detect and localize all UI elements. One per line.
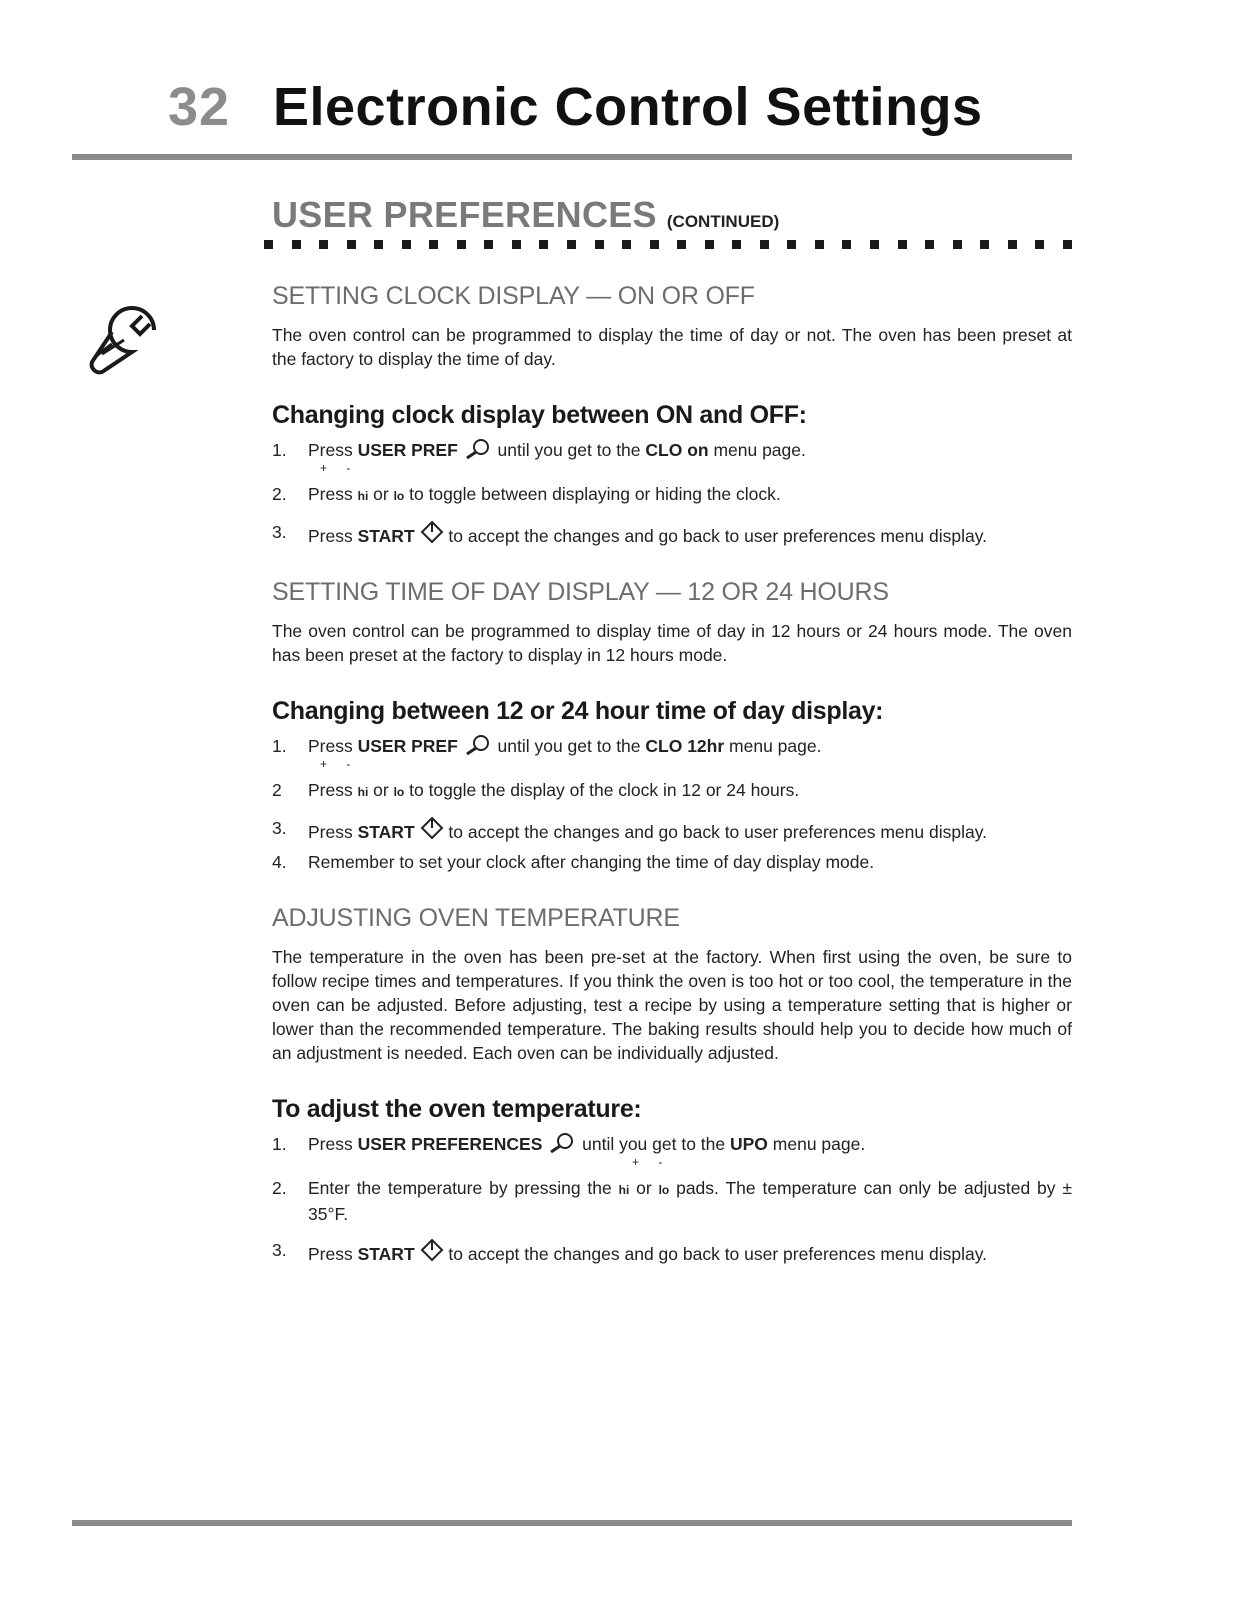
wrench-icon <box>463 734 493 756</box>
oven-temp-subheading: To adjust the oven temperature: <box>272 1095 642 1123</box>
clock-display-intro: The oven control can be programmed to display the time of day or not. The oven has been preset at the factory to display the time of day. <box>272 325 1072 369</box>
plus-minus-marks: + - <box>320 757 359 771</box>
footer-rule <box>72 1520 1072 1526</box>
time-display-heading: SETTING TIME OF DAY DISPLAY — 12 OR 24 HOURS <box>272 578 889 606</box>
page-title: Electronic Control Settings <box>273 77 983 137</box>
wrench-icon <box>547 1132 577 1154</box>
list-item: 1. Press USER PREF until you get to the CLO 12hr menu page. <box>272 736 822 756</box>
oven-temp-steps <box>272 1132 1072 1266</box>
clo-on-label: CLO on <box>645 440 709 460</box>
page-header <box>168 76 983 146</box>
hi-key: hi <box>618 1183 630 1197</box>
page-number: 32 <box>168 77 231 137</box>
list-item: 1. Press USER PREF until you get to the CLO on menu page. <box>272 440 806 460</box>
plus-minus-marks: + - <box>320 461 359 475</box>
hi-key: hi <box>357 785 369 799</box>
oven-temp-intro: The temperature in the oven has been pre-set at the factory. When first using the oven, be sure to follow recipe times and temperatures. If you think the oven is too hot or too cool, the temperature in the oven can be adjusted. Before adjusting, test a recipe by using a temperature setting that is higher or lower than the recommended temperature. The baking results should help you to decide how much of an adjustment is needed. Each oven can be individually adjusted. <box>272 947 1072 1063</box>
user-preferences-key: USER PREFERENCES <box>357 1134 543 1154</box>
lo-key: lo <box>658 1183 670 1197</box>
wrench-icon <box>463 438 493 460</box>
start-icon <box>420 520 444 544</box>
start-key: START <box>357 526 415 546</box>
start-key: START <box>357 1244 415 1264</box>
user-pref-key: USER PREF <box>357 440 458 460</box>
list-item: 3. Press START to accept the changes and go back to user preferences menu display. <box>272 522 988 546</box>
start-icon <box>420 816 444 840</box>
clock-display-steps <box>272 438 1072 548</box>
time-display-intro: The oven control can be programmed to display time of day in 12 hours or 24 hours mode. The oven has been preset at the factory to display in 12 hours mode. <box>272 621 1072 665</box>
section-subtitle: (CONTINUED) <box>666 212 780 231</box>
list-item: 2 Press hi or lo to toggle the display of the clock in 12 or 24 hours. <box>272 780 800 800</box>
main-content <box>272 282 1072 1266</box>
list-item: 2. Enter the temperature by pressing the hi or lo pads. The temperature can only be adjusted by ± 35°F. <box>272 1178 1072 1224</box>
lo-key: lo <box>393 785 405 799</box>
time-display-steps <box>272 734 1072 874</box>
hi-key: hi <box>357 489 369 503</box>
upo-label: UPO <box>730 1134 768 1154</box>
user-pref-wrench-icon <box>84 300 174 378</box>
section-title: USER PREFERENCES <box>272 194 657 235</box>
list-item: 1. Press USER PREFERENCES until you get to the UPO menu page. <box>272 1134 866 1154</box>
plus-minus-marks: + - <box>632 1155 671 1169</box>
dotted-divider <box>264 240 1072 249</box>
clo-12hr-label: CLO 12hr <box>645 736 725 756</box>
user-pref-key: USER PREF <box>357 736 458 756</box>
section-heading <box>272 194 779 236</box>
list-item: 3. Press START to accept the changes and go back to user preferences menu display. <box>272 1240 988 1264</box>
list-item: 3. Press START to accept the changes and go back to user preferences menu display. <box>272 818 988 842</box>
start-key: START <box>357 822 415 842</box>
time-display-subheading: Changing between 12 or 24 hour time of day display: <box>272 697 884 725</box>
lo-key: lo <box>393 489 405 503</box>
clock-display-heading: SETTING CLOCK DISPLAY — ON OR OFF <box>272 282 755 310</box>
list-item: 2. Press hi or lo to toggle between displaying or hiding the clock. <box>272 484 781 504</box>
start-icon <box>420 1238 444 1262</box>
clock-display-subheading: Changing clock display between ON and OFF: <box>272 401 807 429</box>
oven-temp-heading: ADJUSTING OVEN TEMPERATURE <box>272 904 680 932</box>
list-item: 4. Remember to set your clock after changing the time of day display mode. <box>272 852 875 872</box>
header-rule <box>72 154 1072 160</box>
